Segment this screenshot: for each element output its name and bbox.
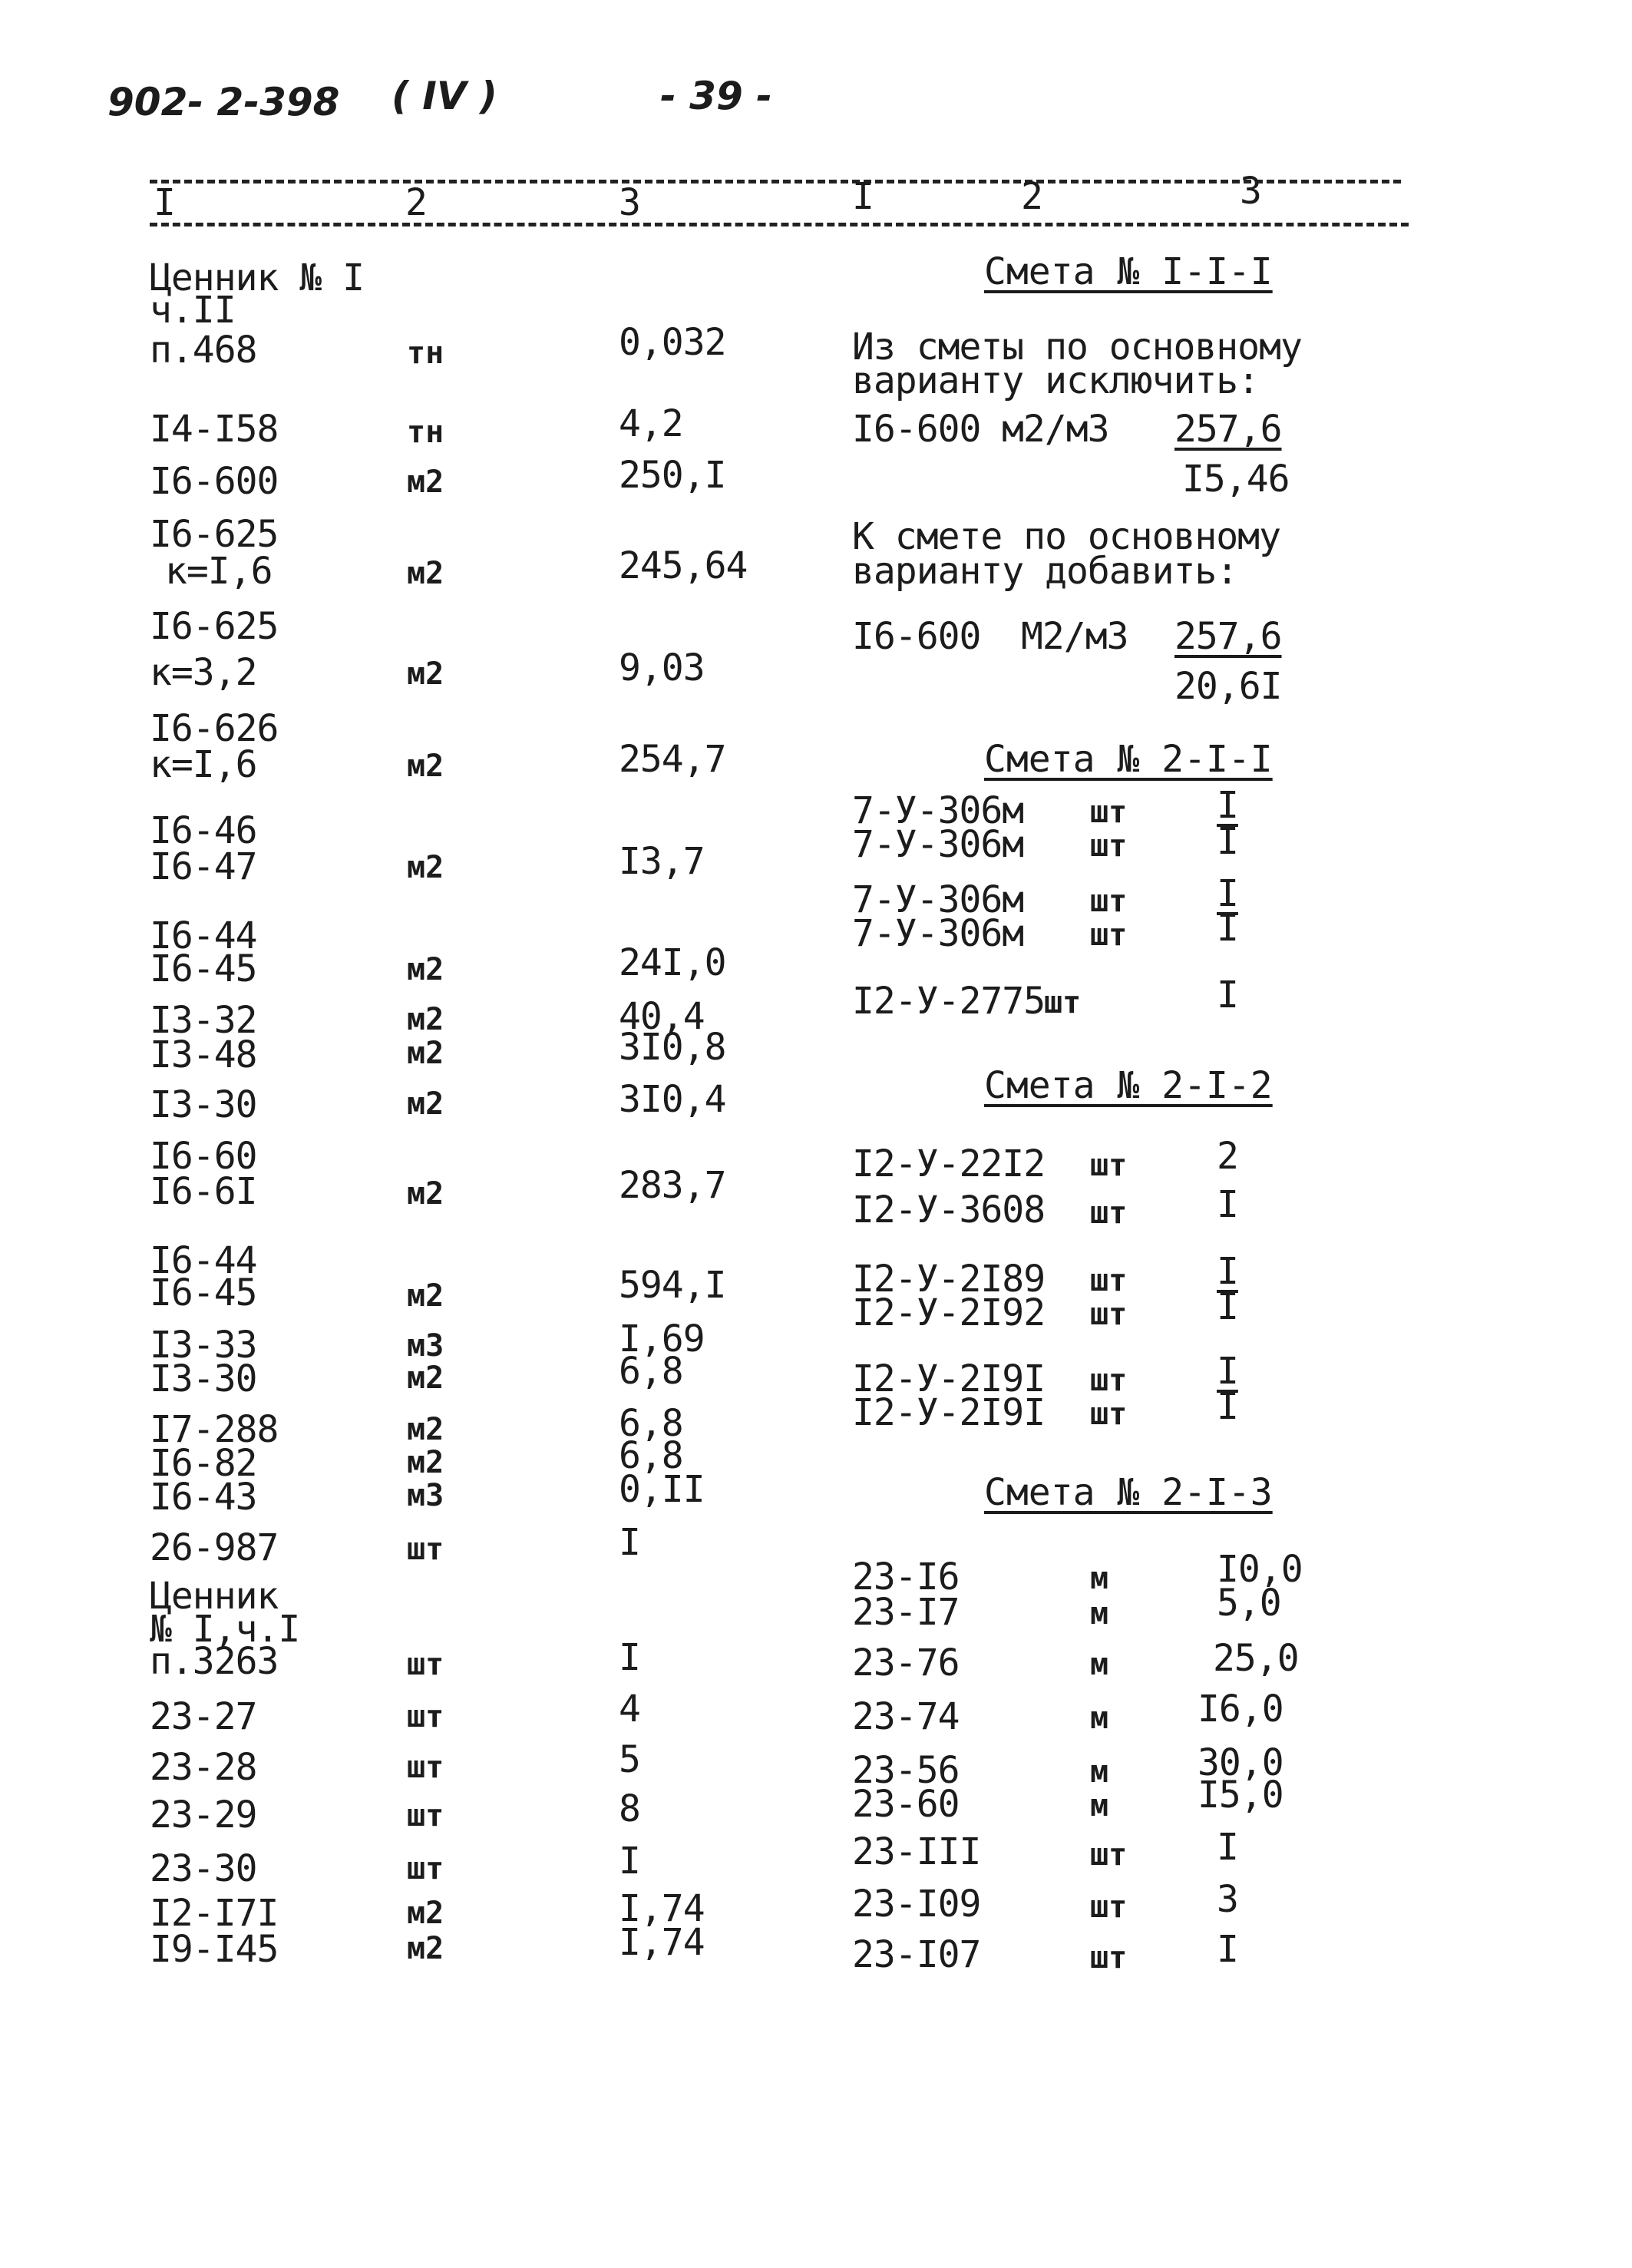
table-row-unit: тн bbox=[407, 336, 444, 371]
col-header-right-2: 2 bbox=[1021, 175, 1042, 218]
table-row-unit: шт bbox=[1090, 1297, 1128, 1332]
table-row-qty: 25,0 bbox=[1213, 1637, 1299, 1680]
table-row-qty: I bbox=[1217, 820, 1238, 863]
table-row-qty: I bbox=[1217, 1928, 1238, 1971]
table-row-code: I6-625 bbox=[150, 605, 279, 648]
table-row-unit: тн bbox=[407, 415, 444, 450]
table-row-code: 7-У-306м bbox=[852, 912, 1024, 955]
table-row-unit: м bbox=[1090, 1596, 1109, 1632]
table-row-code: 23-III bbox=[852, 1830, 981, 1873]
table-row-unit: м bbox=[1090, 1754, 1109, 1790]
table-row-code: I6-600 bbox=[150, 460, 279, 503]
table-row-qty: I bbox=[1217, 1826, 1238, 1869]
table-row-qty: I bbox=[619, 1636, 640, 1679]
table-row-qty: 594,I bbox=[619, 1264, 726, 1307]
table-row-unit: м2 bbox=[407, 850, 444, 885]
table-row-code: 23-29 bbox=[150, 1794, 257, 1837]
table-row-code: 23-56 bbox=[852, 1749, 960, 1792]
left-title-line2: ч.II bbox=[150, 289, 236, 332]
table-row-unit: м2 bbox=[407, 952, 444, 987]
table-row-code: I6-625 bbox=[150, 513, 279, 556]
table-row-qty: 6,8 bbox=[619, 1350, 683, 1393]
table-row-unit: м2 bbox=[407, 1176, 444, 1212]
table-row-qty: 3 bbox=[1217, 1878, 1238, 1921]
table-row-code: I6-46 bbox=[150, 809, 257, 852]
table-row-unit: шт bbox=[1090, 1837, 1128, 1873]
table-row-qty: I,69 bbox=[619, 1317, 705, 1360]
table-row-qty: I bbox=[1217, 974, 1238, 1017]
table-row-code: I3-30 bbox=[150, 1083, 257, 1126]
table-row-unit: шт bbox=[1090, 1148, 1128, 1183]
table-row-unit: м3 bbox=[407, 1478, 444, 1513]
table-row-qty: 283,7 bbox=[619, 1164, 726, 1207]
table-row-unit: м2 bbox=[407, 656, 444, 692]
exclude-note-line1: Из сметы по основному bbox=[852, 326, 1302, 369]
table-row-code: I2-У-2I89 bbox=[852, 1258, 1046, 1301]
table-row-unit: шт bbox=[1090, 828, 1128, 864]
col-header-left-2: 2 bbox=[405, 181, 427, 224]
col-header-right-3: 3 bbox=[1240, 170, 1261, 213]
table-row-unit: м2 bbox=[407, 749, 444, 784]
table-row-unit: шт bbox=[1090, 884, 1128, 919]
table-row-unit: м bbox=[1090, 1647, 1109, 1682]
table-row-code: I2-У-2I9I bbox=[852, 1357, 1046, 1400]
table-row-qty: I bbox=[1217, 907, 1238, 950]
table-row-unit: м2 bbox=[407, 1931, 444, 1966]
table-row-code-line2: I6-45 bbox=[150, 1271, 257, 1314]
table-row-code: I6-82 bbox=[150, 1442, 257, 1485]
table-row-qty: I3,7 bbox=[619, 840, 705, 883]
table-row-qty: 250,I bbox=[619, 454, 726, 497]
table-row-code: I2-У-2775 bbox=[852, 980, 1046, 1023]
table-row-code: 23-I07 bbox=[852, 1933, 981, 1976]
table-row-code: I2-У-2I92 bbox=[852, 1291, 1046, 1334]
table-row-code: I6-60 bbox=[150, 1135, 257, 1178]
header-bottom-rule bbox=[150, 223, 1409, 226]
table-row-qty: 40,4 bbox=[619, 995, 705, 1038]
exclude-note-line2: варианту исключить: bbox=[852, 359, 1260, 402]
table-row-code-line2: I6-45 bbox=[150, 947, 257, 990]
table-row-qty: I bbox=[1217, 1385, 1238, 1428]
table-row-qty: I bbox=[619, 1840, 640, 1883]
table-row-qty: I,74 bbox=[619, 1887, 705, 1930]
add-row-code: I6-600 bbox=[852, 615, 981, 658]
table-row-code-line2: к=I,6 bbox=[150, 743, 257, 786]
col-header-left-1: I bbox=[154, 181, 175, 224]
table-row-unit: шт bbox=[1090, 795, 1128, 830]
page-number: - 39 - bbox=[660, 74, 772, 118]
table-row-unit: м bbox=[1090, 1701, 1109, 1736]
table-row-unit: м2 bbox=[407, 556, 444, 591]
col-header-left-3: 3 bbox=[619, 181, 640, 224]
table-row-unit: шт bbox=[407, 1798, 444, 1833]
table-row-qty: I bbox=[1217, 1350, 1238, 1393]
table-row-code: 23-I6 bbox=[852, 1556, 960, 1599]
add-row-qty-top: 257,6 bbox=[1174, 615, 1282, 658]
table-row-qty: 0,032 bbox=[619, 321, 726, 364]
table-row-qty: 254,7 bbox=[619, 738, 726, 781]
table-row-code: 23-60 bbox=[852, 1783, 960, 1826]
table-row-code: I9-I45 bbox=[150, 1928, 279, 1971]
table-row-unit: шт bbox=[1090, 917, 1128, 953]
table-row-qty: 6,8 bbox=[619, 1402, 683, 1445]
table-row-code: 7-У-306м bbox=[852, 878, 1024, 921]
table-row-code: I2-У-2I9I bbox=[852, 1391, 1046, 1434]
table-row-code: 26-987 bbox=[150, 1526, 279, 1569]
table-row-code: 23-74 bbox=[852, 1695, 960, 1738]
table-row-unit: шт bbox=[1090, 1889, 1128, 1925]
table-row-unit: шт bbox=[1044, 985, 1082, 1020]
add-note-line1: К смете по основному bbox=[852, 515, 1280, 558]
table-row-unit: м2 bbox=[407, 1278, 444, 1314]
table-row-code: 23-27 bbox=[150, 1695, 257, 1738]
table-row-qty: 9,03 bbox=[619, 646, 705, 689]
table-row-code: Ценник bbox=[150, 1575, 279, 1618]
add-row-qty-bottom: 20,6I bbox=[1174, 665, 1282, 708]
section-title: Смета № I-I-I bbox=[984, 250, 1273, 293]
section-title: Смета № 2-I-3 bbox=[984, 1471, 1273, 1514]
table-row-unit: м2 bbox=[407, 465, 444, 500]
table-row-unit: шт bbox=[407, 1851, 444, 1886]
table-row-code: 23-76 bbox=[852, 1641, 960, 1684]
table-row-code: 7-У-306м bbox=[852, 823, 1024, 866]
table-row-unit: шт bbox=[407, 1647, 444, 1682]
table-row-qty: I bbox=[1217, 784, 1238, 827]
table-row-code: 23-I09 bbox=[852, 1883, 981, 1926]
left-title-line1: Ценник № I bbox=[150, 256, 364, 299]
table-row-code-line2: к=3,2 bbox=[150, 651, 257, 694]
table-row-code-line2: I6-47 bbox=[150, 845, 257, 888]
section-title: Смета № 2-I-I bbox=[984, 738, 1273, 781]
table-row-unit: шт bbox=[1090, 1940, 1128, 1975]
document-code: 902- 2-398 bbox=[107, 80, 340, 124]
table-row-qty: I bbox=[619, 1521, 640, 1564]
table-row-code-line3: п.3263 bbox=[150, 1640, 279, 1683]
table-row-unit: шт bbox=[407, 1750, 444, 1785]
table-row-code-line2: № I,ч.I bbox=[150, 1608, 300, 1651]
table-row-unit: шт bbox=[407, 1532, 444, 1567]
table-row-qty: 4 bbox=[619, 1688, 640, 1731]
table-row-code: I3-32 bbox=[150, 999, 257, 1042]
table-row-qty: 6,8 bbox=[619, 1434, 683, 1477]
volume-number: ( IV ) bbox=[391, 74, 497, 118]
table-row-code: I4-I58 bbox=[150, 408, 279, 451]
table-row-qty: I bbox=[1217, 1250, 1238, 1293]
table-row-qty: I0,0 bbox=[1217, 1548, 1303, 1591]
table-row-qty: 3I0,8 bbox=[619, 1026, 726, 1069]
table-row-qty: 2 bbox=[1217, 1135, 1238, 1178]
table-row-code: I3-48 bbox=[150, 1033, 257, 1076]
table-row-qty: 24I,0 bbox=[619, 941, 726, 984]
table-row-code: I3-30 bbox=[150, 1357, 257, 1400]
table-row-qty: I6,0 bbox=[1198, 1688, 1283, 1731]
table-row-qty: I bbox=[1217, 1285, 1238, 1328]
exclude-row-qty-top: 257,6 bbox=[1174, 408, 1282, 451]
table-row-code-line2: к=I,6 bbox=[165, 550, 273, 593]
table-row-qty: 5 bbox=[619, 1738, 640, 1781]
table-row-qty: 0,II bbox=[619, 1468, 705, 1511]
table-row-unit: м2 bbox=[407, 1445, 444, 1480]
section-title: Смета № 2-I-2 bbox=[984, 1064, 1273, 1107]
table-row-unit: м3 bbox=[407, 1328, 444, 1364]
exclude-row-unit: м2/м3 bbox=[1002, 408, 1109, 451]
table-row-code: п.468 bbox=[150, 329, 257, 372]
table-row-code: I6-44 bbox=[150, 914, 257, 957]
table-row-code: I3-33 bbox=[150, 1324, 257, 1367]
table-row-unit: м2 bbox=[407, 1412, 444, 1447]
add-note-line2: варианту добавить: bbox=[852, 550, 1238, 593]
table-row-code: I6-44 bbox=[150, 1239, 257, 1282]
table-row-qty: I5,0 bbox=[1198, 1774, 1283, 1817]
table-row-qty: I bbox=[1217, 1183, 1238, 1226]
table-row-unit: м bbox=[1090, 1788, 1109, 1823]
header-top-rule bbox=[150, 180, 1401, 183]
table-row-unit: шт bbox=[1090, 1195, 1128, 1231]
table-row-code: I6-626 bbox=[150, 707, 279, 750]
table-row-qty: I,74 bbox=[619, 1921, 705, 1964]
table-row-qty: 8 bbox=[619, 1787, 640, 1830]
table-row-qty: I bbox=[1217, 872, 1238, 915]
table-row-code: I7-288 bbox=[150, 1408, 279, 1451]
table-row-code: I2-У-22I2 bbox=[852, 1142, 1046, 1185]
exclude-row-code: I6-600 bbox=[852, 408, 981, 451]
table-row-qty: 30,0 bbox=[1198, 1741, 1283, 1784]
table-row-unit: м bbox=[1090, 1561, 1109, 1596]
table-row-qty: 5,0 bbox=[1217, 1582, 1281, 1625]
table-row-unit: м2 bbox=[407, 1036, 444, 1071]
table-row-code-line2: I6-6I bbox=[150, 1170, 257, 1213]
col-header-right-1: I bbox=[852, 175, 874, 218]
table-row-unit: шт bbox=[1090, 1263, 1128, 1298]
table-row-unit: шт bbox=[1090, 1363, 1128, 1398]
table-row-unit: м2 bbox=[407, 1360, 444, 1396]
add-row-unit: М2/м3 bbox=[1021, 615, 1128, 658]
table-row-qty: 3I0,4 bbox=[619, 1078, 726, 1121]
table-row-qty: 245,64 bbox=[619, 544, 748, 587]
table-row-code: 7-У-306м bbox=[852, 789, 1024, 832]
table-row-code: I2-У-3608 bbox=[852, 1189, 1046, 1232]
table-row-code: I2-I7I bbox=[150, 1892, 279, 1935]
table-row-qty: 4,2 bbox=[619, 402, 683, 445]
table-row-unit: м2 bbox=[407, 1002, 444, 1037]
exclude-row-qty-bottom: I5,46 bbox=[1182, 458, 1290, 501]
table-row-unit: шт bbox=[1090, 1397, 1128, 1432]
table-row-code: 23-30 bbox=[150, 1847, 257, 1890]
table-row-code: 23-28 bbox=[150, 1746, 257, 1789]
table-row-unit: м2 bbox=[407, 1086, 444, 1122]
table-row-unit: м2 bbox=[407, 1896, 444, 1931]
table-row-code: I6-43 bbox=[150, 1476, 257, 1519]
table-row-code: 23-I7 bbox=[852, 1591, 960, 1634]
table-row-unit: шт bbox=[407, 1699, 444, 1734]
